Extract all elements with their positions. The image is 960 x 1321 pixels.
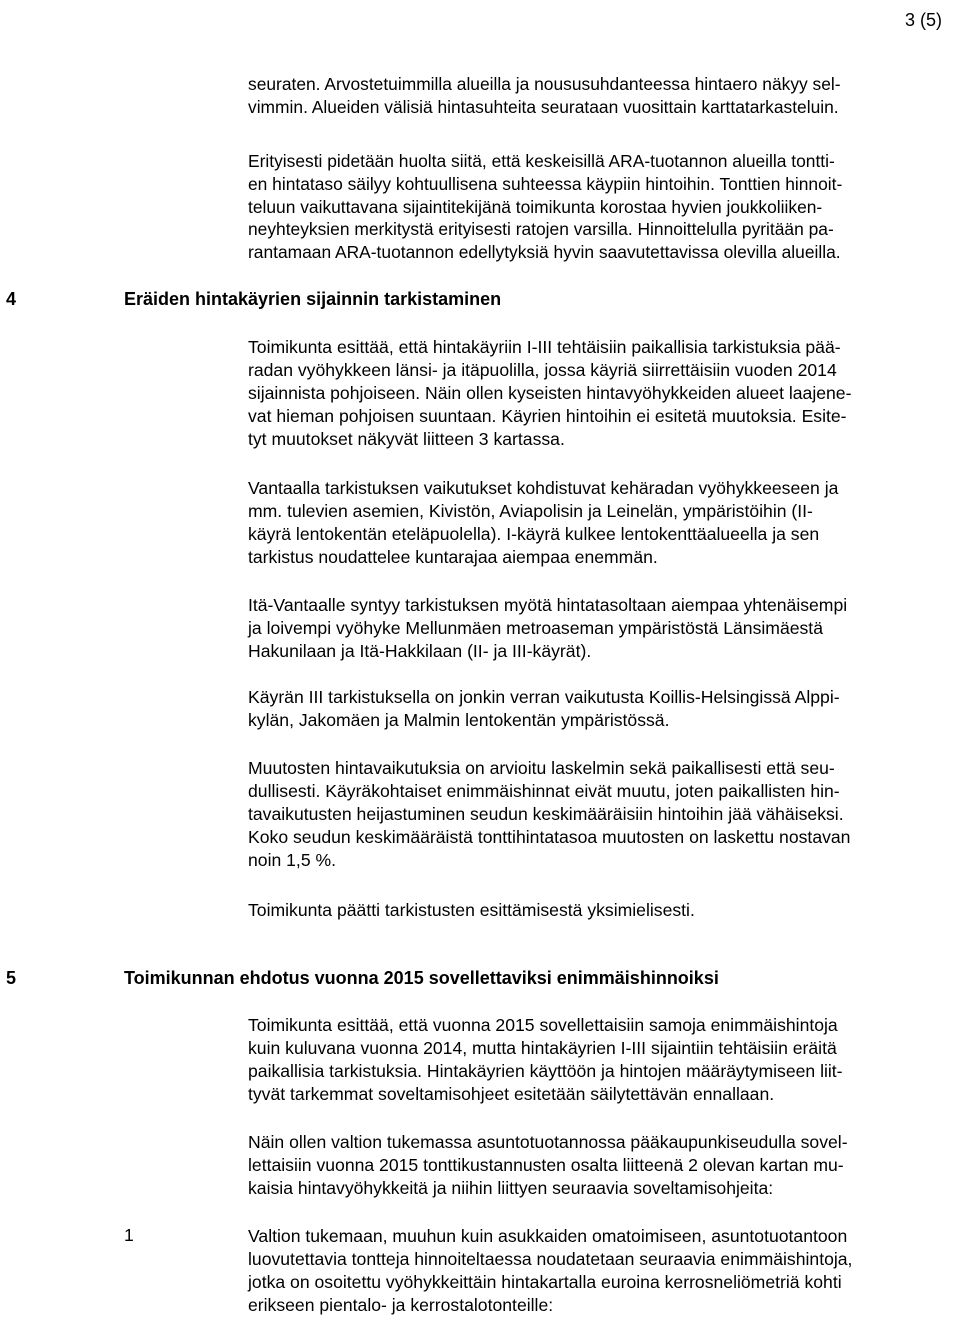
section-4-heading xyxy=(6,289,502,310)
text-line: sijainnista pohjoiseen. Näin ollen kyseisten hintavyöhykkeiden alueet laajene- xyxy=(248,383,852,403)
text-line: Hakunilaan ja Itä-Hakkilaan (II- ja III-käyrät). xyxy=(248,641,592,661)
text-line: Muutosten hintavaikutuksia on arvioitu laskelmin sekä paikallisesti että seu- xyxy=(248,758,835,778)
text-line: tarkistus noudattelee kuntarajaa aiempaa enemmän. xyxy=(248,547,658,567)
text-line: Itä-Vantaalle syntyy tarkistuksen myötä hintatasoltaan aiempaa yhtenäisempi xyxy=(248,595,848,615)
text-line: paikallisia tarkistuksia. Hintakäyrien käyttöön ja hintojen määräytymiseen liit- xyxy=(248,1061,843,1081)
text-line: kylän, Jakomäen ja Malmin lentokentän ympäristössä. xyxy=(248,710,670,730)
text-line: Näin ollen valtion tukemassa asuntotuotannossa pääkaupunkiseudulla sovel- xyxy=(248,1132,848,1152)
text-line: Toimikunta esittää, että hintakäyriin I-III tehtäisiin paikallisia tarkistuksia pää- xyxy=(248,337,841,357)
text-line: Toimikunta päätti tarkistusten esittämisestä yksimielisesti. xyxy=(248,900,695,920)
list-item-number: 1 xyxy=(124,1225,134,1245)
text-line: vimmin. Alueiden välisiä hintasuhteita seurataan vuosittain karttatarkasteluin. xyxy=(248,96,839,117)
section-4-paragraph-3 xyxy=(248,594,948,663)
section-4-paragraph-5 xyxy=(248,757,948,872)
section-4-number: 4 xyxy=(6,289,17,309)
text-line: mm. tulevien asemien, Kivistön, Aviapolisin ja Leinelän, ympäristöihin (II- xyxy=(248,501,813,521)
text-line: vat hieman pohjoisen suuntaan. Käyrien hintoihin ei esitetä muutoksia. Esite- xyxy=(248,406,847,426)
text-line: kuin kuluvana vuonna 2014, mutta hintakäyrien I-III sijaintiin tehtäisiin eräitä xyxy=(248,1038,837,1058)
text-line: jotka on osoitettu vyöhykkeittäin hintakartalla euroina kerrosneliömetriä kohti xyxy=(248,1272,842,1292)
text-line: lettaisiin vuonna 2015 tonttikustannusten osalta liitteenä 2 olevan kartan mu- xyxy=(248,1155,844,1175)
text-line: rantamaan ARA-tuotannon edellytyksiä hyvin saavutettavissa olevilla alueilla. xyxy=(248,242,841,263)
text-line: Toimikunta esittää, että vuonna 2015 sovellettaisiin samoja enimmäishintoja xyxy=(248,1015,838,1035)
text-line: kaisia hintavyöhykkeitä ja niihin liittyen seuraavia soveltamisohjeita: xyxy=(248,1178,774,1198)
text-line: tyt muutokset näkyvät liitteen 3 kartassa. xyxy=(248,429,565,449)
text-line: käyrä lentokentän eteläpuolella). I-käyrä kulkee lentokenttäalueella ja sen xyxy=(248,524,820,544)
section-4-paragraph-6 xyxy=(248,899,948,922)
section-4-title: Eräiden hintakäyrien sijainnin tarkistaminen xyxy=(124,289,502,309)
section-5-paragraph-2 xyxy=(248,1131,948,1200)
text-line: Erityisesti pidetään huolta siitä, että keskeisillä ARA-tuotannon alueilla tontti- xyxy=(248,151,835,171)
section-4-paragraph-4 xyxy=(248,686,948,732)
text-line: en hintataso säilyy kohtuullisena suhteessa käypiin hintoihin. Tonttien hinnoit- xyxy=(248,173,843,194)
text-line: luovutettavia tontteja hinnoiteltaessa noudatetaan seuraavia enimmäishintoja, xyxy=(248,1249,853,1269)
text-line: tavaikutusten heijastuminen seudun keskimääräisiin hintoihin jää vähäiseksi. xyxy=(248,804,844,824)
text-line: Valtion tukemaan, muuhun kuin asukkaiden omatoimiseen, asuntotuotantoon xyxy=(248,1226,848,1246)
text-line: Vantaalla tarkistuksen vaikutukset kohdistuvat kehäradan vyöhykkeeseen ja xyxy=(248,478,839,498)
text-line: ja loivempi vyöhyke Mellunmäen metroaseman ympäristöstä Länsimäestä xyxy=(248,618,823,638)
section-5-heading xyxy=(6,968,719,989)
text-line: teluun vaikuttavana sijaintitekijänä toimikunta korostaa hyvien joukkoliiken- xyxy=(248,196,823,217)
text-line: tyvät tarkemmat soveltamisohjeet esitetään säilytettävän ennallaan. xyxy=(248,1084,775,1104)
section-5-paragraph-1 xyxy=(248,1014,948,1106)
page-number: 3 (5) xyxy=(904,10,942,30)
text-line: seuraten. Arvostetuimmilla alueilla ja noususuhdanteessa hintaero näkyy sel- xyxy=(248,74,841,94)
list-item xyxy=(248,1225,948,1317)
intro-paragraph-1 xyxy=(248,73,948,119)
text-line: radan vyöhykkeen länsi- ja itäpuolilla, jossa käyriä siirrettäisiin vuoden 2014 xyxy=(248,360,837,380)
text-line: dullisesti. Käyräkohtaiset enimmäishinnat eivät muutu, joten paikallisten hin- xyxy=(248,781,840,801)
text-line: Käyrän III tarkistuksella on jonkin verran vaikutusta Koillis-Helsingissä Alppi- xyxy=(248,687,840,707)
text-line: erikseen pientalo- ja kerrostalotonteille: xyxy=(248,1295,554,1315)
section-4-paragraph-1 xyxy=(248,336,948,451)
section-4-paragraph-2 xyxy=(248,477,948,569)
section-5-number: 5 xyxy=(6,968,17,988)
text-line: noin 1,5 %. xyxy=(248,850,337,870)
intro-paragraph-2 xyxy=(248,150,948,264)
text-line: Koko seudun keskimääräistä tonttihintatasoa muutosten on laskettu nostavan xyxy=(248,827,851,847)
section-5-title: Toimikunnan ehdotus vuonna 2015 sovellettaviksi enimmäishinnoiksi xyxy=(124,968,719,988)
text-line: neyhteyksien merkitystä erityisesti ratojen varsilla. Hinnoittelulla pyritään pa- xyxy=(248,219,834,240)
